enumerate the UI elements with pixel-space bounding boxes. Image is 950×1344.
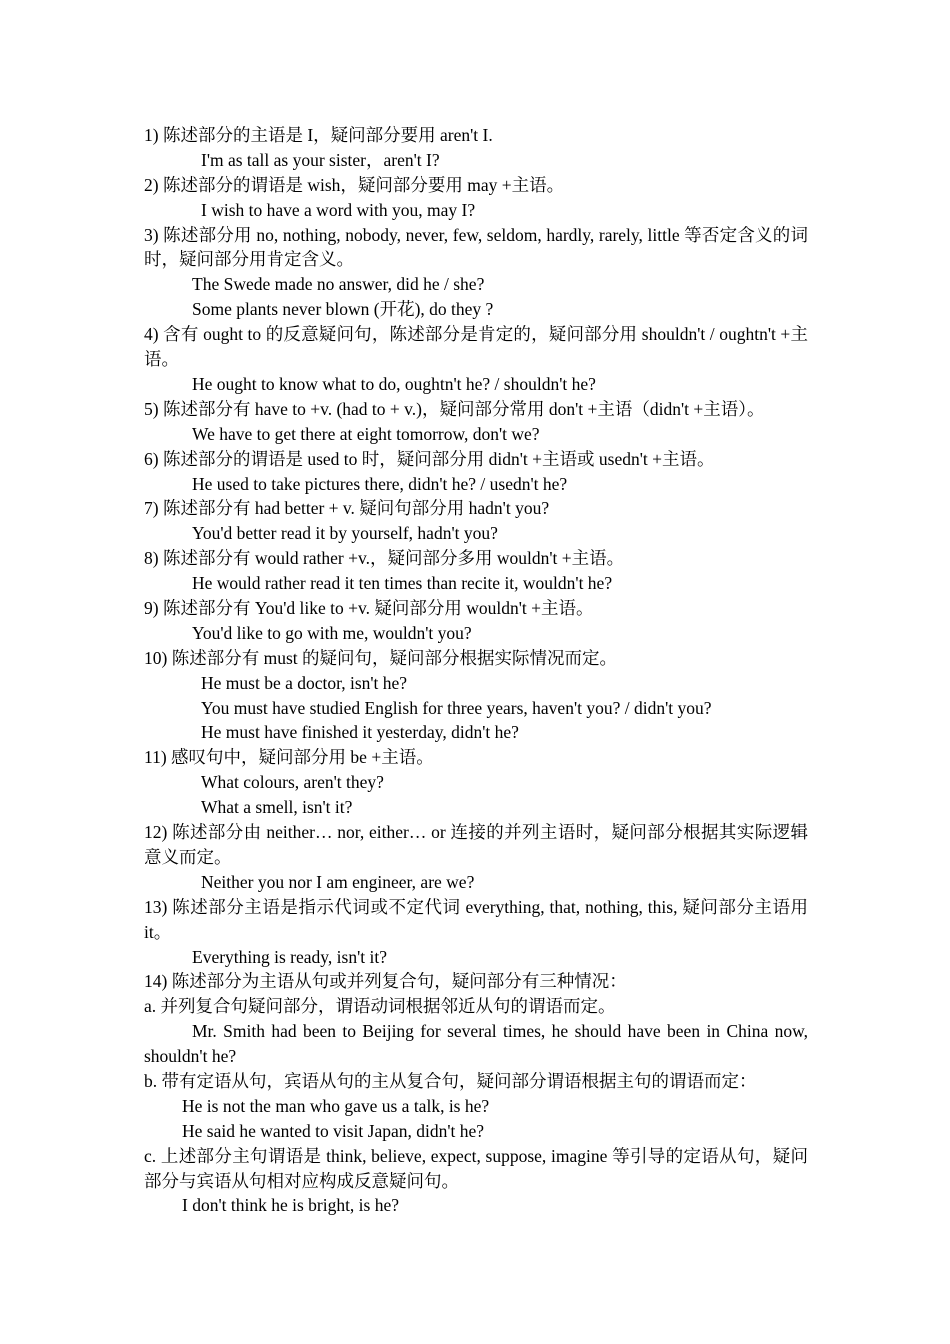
rule-8: 8) 陈述部分有 would rather +v.，疑问部分多用 wouldn't +主语。: [144, 548, 625, 569]
example-paragraph: Mr. Smith had been to Beijing for several times, he should have been in China now, shouldn't he?: [144, 1021, 808, 1067]
example-line: What a smell, isn't it?: [201, 797, 353, 818]
rule-14-c: c. 上述部分主句谓语是 think, believe, expect, suppose, imagine 等引导的定语从句，疑问部分与宾语从句相对应构成反意疑问句。: [144, 1145, 808, 1191]
example-line: Everything is ready, isn't it?: [192, 946, 387, 967]
rule-14: 14) 陈述部分为主语从句或并列复合句，疑问部分有三种情况：: [144, 971, 627, 992]
example-line: I wish to have a word with you, may I?: [201, 199, 476, 220]
example-line: Some plants never blown (开花), do they ?: [192, 299, 494, 320]
example-line: What colours, aren't they?: [201, 772, 384, 793]
example-line: He ought to know what to do, oughtn't he? / shouldn't he?: [192, 373, 596, 394]
example-line: He must have finished it yesterday, didn't he?: [201, 722, 519, 743]
rule-12: 12) 陈述部分由 neither… nor, either… or 连接的并列主语时，疑问部分根据其实际逻辑意义而定。: [144, 822, 808, 867]
example-line: I don't think he is bright, is he?: [182, 1195, 400, 1216]
rule-13: 13) 陈述部分主语是指示代词或不定代词 everything, that, nothing, this, 疑问部分主语用 it。: [144, 896, 808, 942]
example-line: He must be a doctor, isn't he?: [201, 672, 408, 693]
rule-14-b: b. 带有定语从句，宾语从句的主从复合句，疑问部分谓语根据主句的谓语而定：: [144, 1071, 757, 1091]
example-line: You must have studied English for three years, haven't you? / didn't you?: [201, 697, 712, 718]
rule-1: 1) 陈述部分的主语是 I，疑问部分要用 aren't I.: [144, 125, 493, 145]
rule-4: 4) 含有 ought to 的反意疑问句，陈述部分是肯定的，疑问部分用 shouldn't / oughtn't +主语。: [144, 324, 808, 370]
example-line: He would rather read it ten times than recite it, wouldn't he?: [192, 573, 613, 594]
example-line: Neither you nor I am engineer, are we?: [201, 871, 475, 892]
rule-5: 5) 陈述部分有 have to +v. (had to + v.)，疑问部分常用 don't +主语（didn't +主语）。: [144, 398, 765, 419]
example-line: We have to get there at eight tomorrow, don't we?: [192, 423, 540, 444]
example-line: You'd better read it by yourself, hadn't you?: [192, 523, 498, 544]
document-body: [144, 123, 808, 1218]
rule-11: 11) 感叹句中，疑问部分用 be +主语。: [144, 747, 434, 768]
rule-3: 3) 陈述部分用 no, nothing, nobody, never, few, seldom, hardly, rarely, little 等否定含义的词时，疑问部分用肯定含义。: [144, 224, 808, 270]
rule-10: 10) 陈述部分有 must 的疑问句，疑问部分根据实际情况而定。: [144, 647, 617, 668]
example-line: He said he wanted to visit Japan, didn't he?: [182, 1120, 485, 1141]
example-line: The Swede made no answer, did he / she?: [192, 274, 485, 295]
example-line: He used to take pictures there, didn't he? / usedn't he?: [192, 473, 568, 494]
rule-7: 7) 陈述部分有 had better + v. 疑问句部分用 hadn't you?: [144, 498, 550, 519]
example-line: I'm as tall as your sister，aren't I?: [201, 149, 440, 170]
example-line: You'd like to go with me, wouldn't you?: [192, 622, 472, 643]
rule-2: 2) 陈述部分的谓语是 wish，疑问部分要用 may +主语。: [144, 174, 565, 195]
rule-9: 9) 陈述部分有 You'd like to +v. 疑问部分用 wouldn't +主语。: [144, 597, 594, 618]
example-line: He is not the man who gave us a talk, is he?: [182, 1095, 490, 1116]
rule-14-a: a. 并列复合句疑问部分，谓语动词根据邻近从句的谓语而定。: [144, 996, 616, 1017]
rule-6: 6) 陈述部分的谓语是 used to 时，疑问部分用 didn't +主语或 usedn't +主语。: [144, 448, 715, 469]
